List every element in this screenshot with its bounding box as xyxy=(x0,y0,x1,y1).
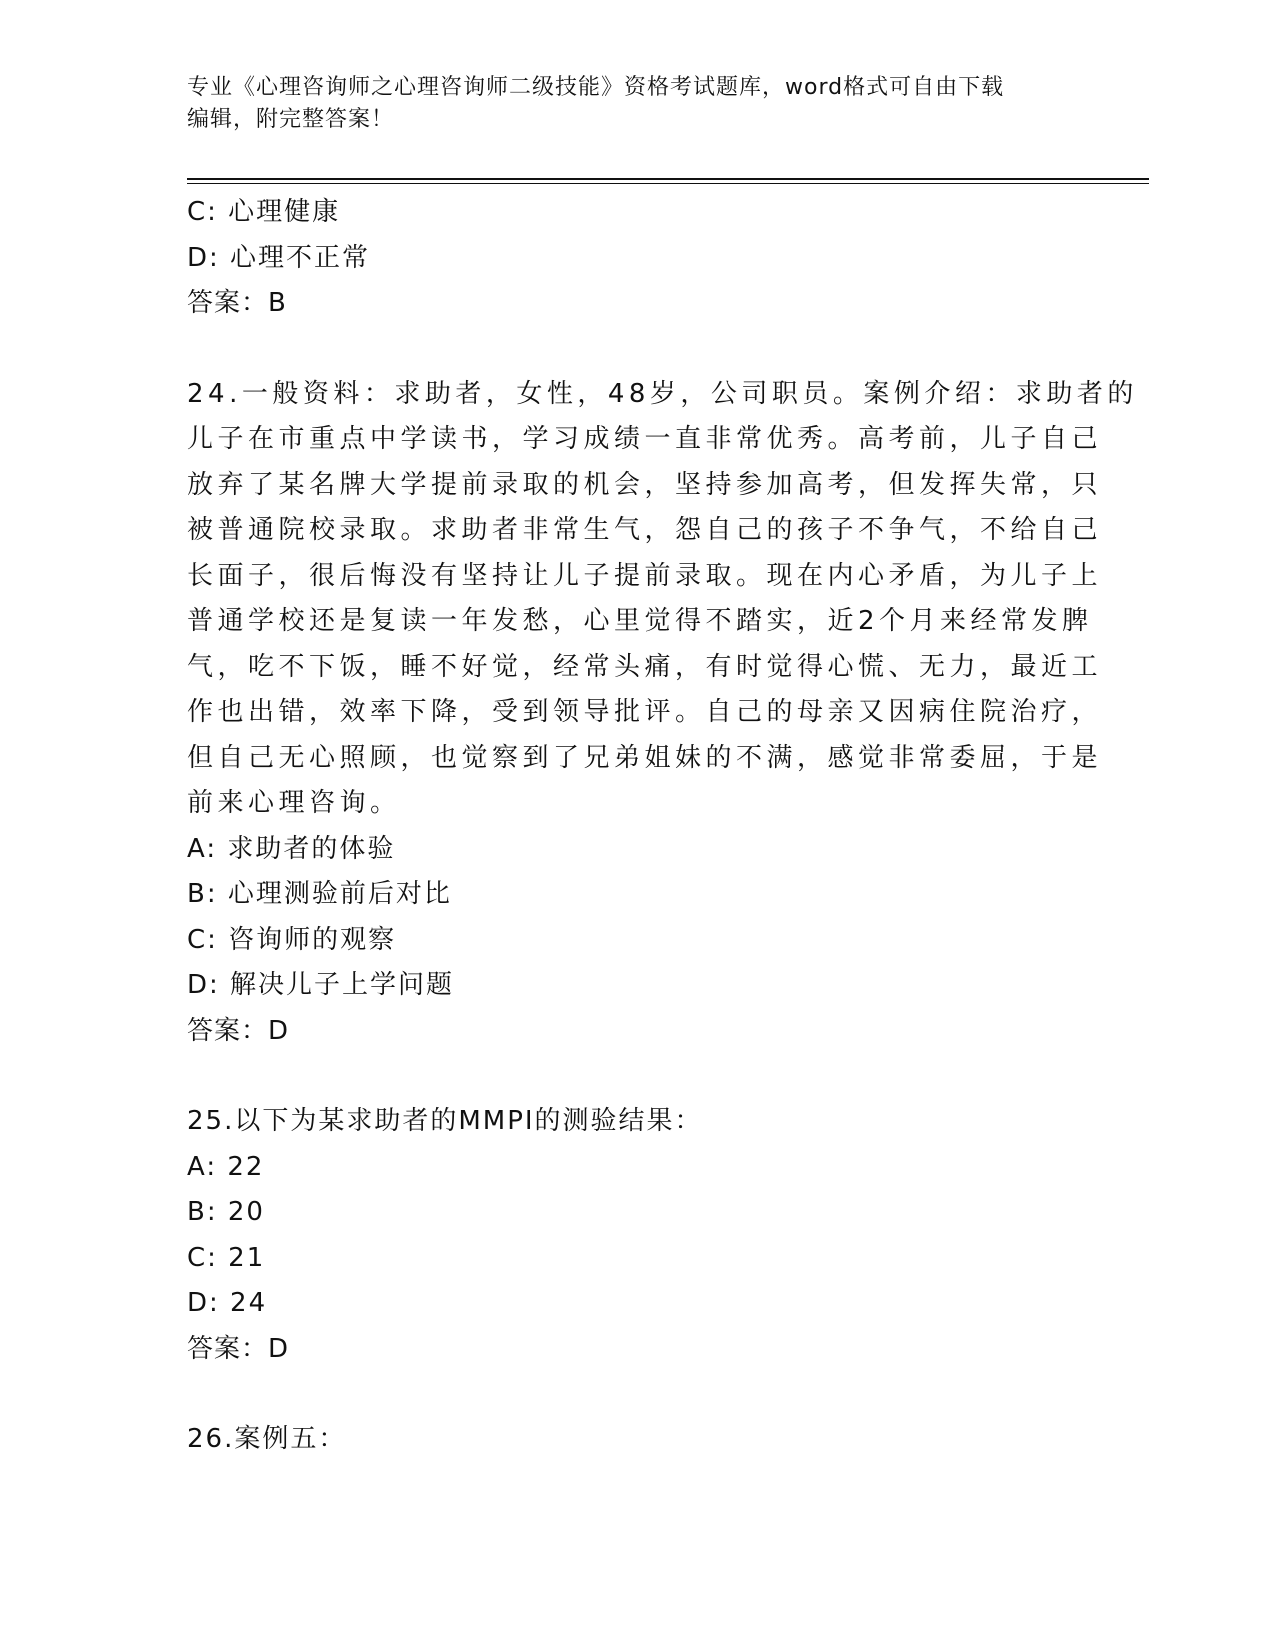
option-d: D: 24 xyxy=(187,1288,268,1318)
stem-line: 作也出错，效率下降，受到领导批评。自己的母亲又因病住院治疗， xyxy=(187,697,1103,727)
option-a: A: 求助者的体验 xyxy=(187,833,396,864)
question-stem xyxy=(187,372,1138,827)
header-line: 专业《心理咨询师之心理咨询师二级技能》资格考试题库，word格式可自由下载 xyxy=(187,75,1005,100)
stem-line: 前来心理咨询。 xyxy=(187,788,401,818)
question-26 xyxy=(187,1417,1087,1463)
question-24 xyxy=(187,372,1138,1055)
option-c: C: 21 xyxy=(187,1242,266,1273)
spacer xyxy=(187,327,1087,372)
question-25 xyxy=(187,1099,1087,1372)
stem-line: 24.一般资料：求助者，女性，48岁，公司职员。案例介绍：求助者的 xyxy=(187,378,1138,409)
spacer xyxy=(187,1054,1087,1099)
stem-line: 长面子，很后悔没有坚持让儿子提前录取。现在内心矛盾，为儿子上 xyxy=(187,560,1103,591)
stem-line: 放弃了某名牌大学提前录取的机会，坚持参加高考，但发挥失常，只 xyxy=(187,469,1103,500)
answer-line: 答案：D xyxy=(187,1333,290,1364)
option-a: A: 22 xyxy=(187,1151,265,1182)
stem-line: 儿子在市重点中学读书，学习成绩一直非常优秀。高考前，儿子自己 xyxy=(187,424,1103,454)
option-b: B: 20 xyxy=(187,1197,265,1227)
option-d: D: 解决儿子上学问题 xyxy=(187,970,455,1000)
answer-line: 答案：D xyxy=(187,1015,290,1046)
option-c: C: 咨询师的观察 xyxy=(187,924,397,955)
header-divider xyxy=(187,178,1149,180)
stem-line: 普通学校还是复读一年发愁，心里觉得不踏实，近2个月来经常发脾 xyxy=(187,606,1093,636)
stem-line: 但自己无心照顾，也觉察到了兄弟姐妹的不满，感觉非常委屈，于是 xyxy=(187,742,1103,773)
stem-line: 26.案例五： xyxy=(187,1424,347,1454)
answer-line: 答案：B xyxy=(187,288,287,318)
stem-line: 被普通院校录取。求助者非常生气，怨自己的孩子不争气，不给自己 xyxy=(187,515,1103,545)
option-c: C: 心理健康 xyxy=(187,197,341,227)
spacer xyxy=(187,1372,1087,1417)
option-b: B: 心理测验前后对比 xyxy=(187,879,452,909)
stem-line: 25.以下为某求助者的MMPI的测验结果： xyxy=(187,1106,703,1136)
header-line: 编辑，附完整答案！ xyxy=(187,107,395,132)
stem-line: 气，吃不下饭，睡不好觉，经常头痛，有时觉得心慌、无力，最近工 xyxy=(187,651,1103,682)
document-body xyxy=(187,190,1138,1463)
document-header xyxy=(187,72,1087,136)
option-d: D: 心理不正常 xyxy=(187,242,371,273)
header-divider xyxy=(187,183,1149,184)
question-prev xyxy=(187,190,1087,327)
